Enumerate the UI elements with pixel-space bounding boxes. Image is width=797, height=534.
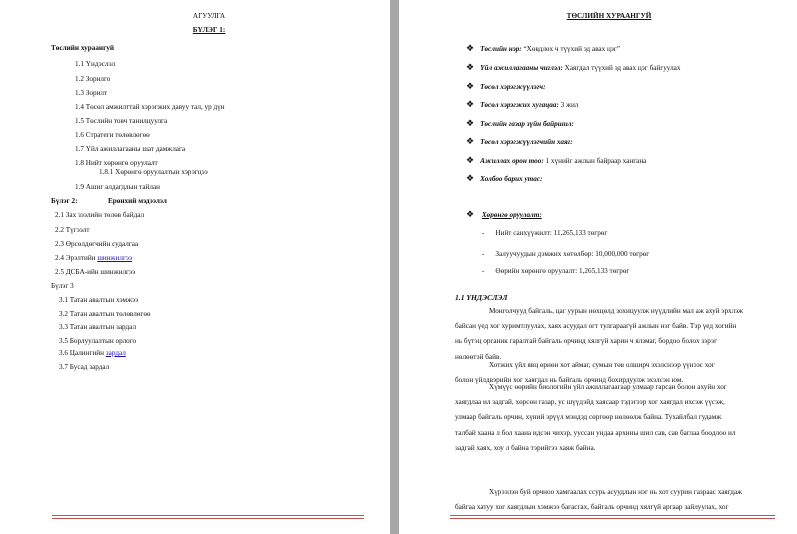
summary-value: 1 хүнийг ажлын байраар хангана	[543, 157, 647, 165]
toc-item[interactable]: 3.1 Татан авалтын хэмжээ	[59, 296, 139, 304]
section-title: 1.1 ҮНДЭСЛЭЛ	[455, 293, 508, 302]
toc-item[interactable]: 2.1 Зах зээлийн төлөв байдал	[55, 211, 145, 219]
toc-item[interactable]: 1.4 Төсөл амжилттай хэрэгжих давуу тал, ур дүн	[75, 103, 225, 111]
paragraph-line: нь бүтэц органик гаралтай байгаль орчинд хялгүй харин ч ялзмаг, бордоо болох зэрэг	[455, 337, 718, 346]
investment-heading	[466, 210, 542, 220]
paragraph-line: Хүмүүс өөрийн биологийн үйл ажиллагаагаар улмаар гарсан болон ахуйн хог	[489, 383, 727, 391]
toc-link[interactable]: зардал	[105, 349, 126, 357]
paragraph-line: байсан үед хог хуримтлуулах, хаях асуудал огт тулгараагүй ажлын нэг байв. Тэр үед хогийн	[455, 322, 737, 331]
toc-item[interactable]: 3.2 Татан авалтын төлөвлөгөө	[59, 310, 151, 318]
toc-item[interactable]: 1.8.1 Хөрөнгө оруулалтын хэрэгцээ	[99, 168, 208, 176]
toc-item[interactable]: 2.3 Өрсөлдөгчийн судалгаа	[55, 240, 139, 248]
summary-label: Ажиллах орон тоо:	[480, 157, 544, 165]
summary-value: 3 жил	[558, 101, 579, 109]
paragraph-line: хаягдлаа ил задгай, хөрсөн газар, ус шүүдэйд хаясаар тэдэгээр хог хаягдал ихсэж үүсэж,	[455, 398, 725, 407]
summary-item	[466, 119, 574, 129]
chapter-1-title: БҮЛЭГ 1:	[192, 26, 226, 34]
investment-text: Залуучуудын дэмжих хөтөлбөр: 10,000,000 төгрөг	[495, 250, 650, 258]
document-page-contents[interactable]	[0, 0, 390, 534]
investment-label: Хөрөнгө оруулалт:	[481, 211, 542, 219]
summary-item	[466, 82, 545, 92]
summary-label: Холбоо барих утас:	[480, 175, 543, 183]
paragraph-line: нөлөөтэй байв.	[455, 352, 502, 361]
paragraph-line: байгаа хатуу хог хаягдлын хэмжээ багасгах, байгаль орчинд хялгүй аргаар зайлуулах, хог	[455, 503, 729, 512]
footer-rule	[450, 515, 775, 516]
toc-item-text: 3.6 Цалингийн	[59, 349, 106, 357]
contents-title: АГУУЛГА	[192, 12, 226, 20]
toc-item[interactable]: 1.1 Үндэслэл	[75, 60, 116, 68]
diamond-bullet-icon: ❖	[466, 81, 475, 91]
dash-bullet-icon: -	[482, 229, 485, 237]
chapter-2-title: Ерөнхий мэдээлэл	[108, 197, 167, 205]
toc-item[interactable]: 1.9 Ашиг алдагдлын тайлан	[75, 183, 160, 191]
footer-rule	[450, 518, 775, 519]
footer-rule	[52, 515, 364, 516]
summary-label: Үйл ажиллагааны чиглэл:	[480, 64, 563, 72]
toc-item[interactable]: 1.5 Төслийн товч танилцуулга	[75, 117, 168, 125]
toc-item[interactable]: 3.5 Борлуулалтын орлого	[59, 337, 137, 345]
paragraph-line: болон үйлдвэрийн хог хаягдал нь байгаль орчинд бохирдуулж эхэлсэн юм.	[455, 376, 684, 385]
toc-item[interactable]: 1.2 Зорилго	[75, 75, 111, 83]
diamond-bullet-icon: ❖	[466, 173, 475, 183]
diamond-bullet-icon: ❖	[466, 43, 475, 53]
page-gap	[390, 0, 399, 534]
diamond-bullet-icon: ❖	[466, 136, 475, 146]
summary-value: Хаягдал түүхий эд авах цэг байгуулах	[562, 64, 681, 72]
paragraph-line: талбай хаана л бол хаана идсэн чихэр, ууссан ундаа архины шил сав, сав баглаа боодлоо ил	[455, 428, 736, 437]
footer-rule	[52, 518, 364, 519]
toc-link[interactable]: шинжилгээ	[97, 254, 133, 262]
paragraph-line: улмаар байгаль орчин, хүний эрүүл мэндэд сөргөөр нөлөөлж байна. Тухайлбал гудамж	[455, 413, 722, 422]
toc-item[interactable]: 1.7 Үйл ажиллагааны шат дамжлага	[75, 145, 186, 153]
summary-item	[466, 63, 680, 73]
toc-item[interactable]	[55, 254, 132, 263]
summary-label: Төсөл хэрэгжүүлэгчийн хаяг:	[480, 138, 573, 146]
toc-item[interactable]: 3.7 Бусад зардал	[59, 363, 110, 371]
diamond-bullet-icon: ❖	[466, 99, 475, 109]
paragraph-line: Хүрээлэн буй орчноо хамгаалах ссурь асуудлын нэг нь хот суурин газраас хаягдаж	[489, 488, 743, 496]
diamond-bullet-icon: ❖	[466, 62, 475, 72]
toc-heading: Төслийн хураангуй	[51, 44, 115, 52]
summary-item	[466, 44, 620, 54]
toc-item[interactable]: 1.8 Нийт хөрөнгө оруулалт	[75, 159, 158, 167]
summary-label: Төслийн нэр:	[480, 45, 522, 53]
toc-item-text: 2.4 Эрэлтийн	[55, 254, 98, 262]
toc-item[interactable]: 1.6 Стратеги төлөвлөгөө	[75, 131, 150, 139]
diamond-bullet-icon: ❖	[466, 209, 475, 219]
paragraph-line: Монголчууд байгаль, цаг уурын нөхцөлд зохицуулж нүүдлийн мал аж ахуй эрхлэж	[489, 307, 744, 315]
toc-item[interactable]: 2.2 Түгээлт	[55, 226, 90, 234]
summary-item	[466, 156, 646, 166]
chapter-3-label: Бүлэг 3	[51, 282, 74, 290]
toc-item[interactable]: 3.3 Татан авалтын зардал	[59, 323, 137, 331]
diamond-bullet-icon: ❖	[466, 118, 475, 128]
investment-item	[482, 267, 629, 276]
summary-value: “Хөвдлөх ч түүхий эд авах цэг”	[521, 45, 621, 53]
investment-item	[482, 250, 649, 259]
investment-item	[482, 229, 607, 238]
summary-item	[466, 100, 578, 110]
summary-label: Төсөл хэрэгжих хугацаа:	[480, 101, 559, 109]
document-page-summary[interactable]	[399, 0, 797, 534]
paragraph-line: задгай хаях, хоу л байна тэрийгээ хаяж байна.	[455, 443, 596, 452]
summary-label: Төсөл хэрэгжүүлэгч:	[480, 83, 546, 91]
summary-item	[466, 137, 573, 147]
toc-item[interactable]: 1.3 Зорилт	[75, 89, 108, 97]
chapter-2-label: Бүлэг 2:	[51, 197, 78, 205]
toc-item[interactable]: 2.5 ДСБА-ийн шинжилгээ	[55, 268, 136, 276]
paragraph-line: Хотжих үйл явц өрнөн хот аймаг, сумын төв олширч эхэлснээр үүнээс хог	[489, 361, 715, 369]
summary-item	[466, 174, 542, 184]
dash-bullet-icon: -	[482, 250, 485, 258]
investment-text: Нийт санхүүжилт: 11,265,133 төгрөг	[495, 229, 608, 237]
summary-title: ТӨСЛИЙН ХУРААНГУЙ	[566, 12, 652, 20]
dash-bullet-icon: -	[482, 267, 485, 275]
toc-item[interactable]	[59, 349, 126, 358]
diamond-bullet-icon: ❖	[466, 155, 475, 165]
summary-label: Төслийн газар зүйн байршил:	[480, 120, 574, 128]
investment-text: Өөрийн хөрөнгө оруулалт: 1,265,133 төгрөг	[495, 267, 630, 275]
